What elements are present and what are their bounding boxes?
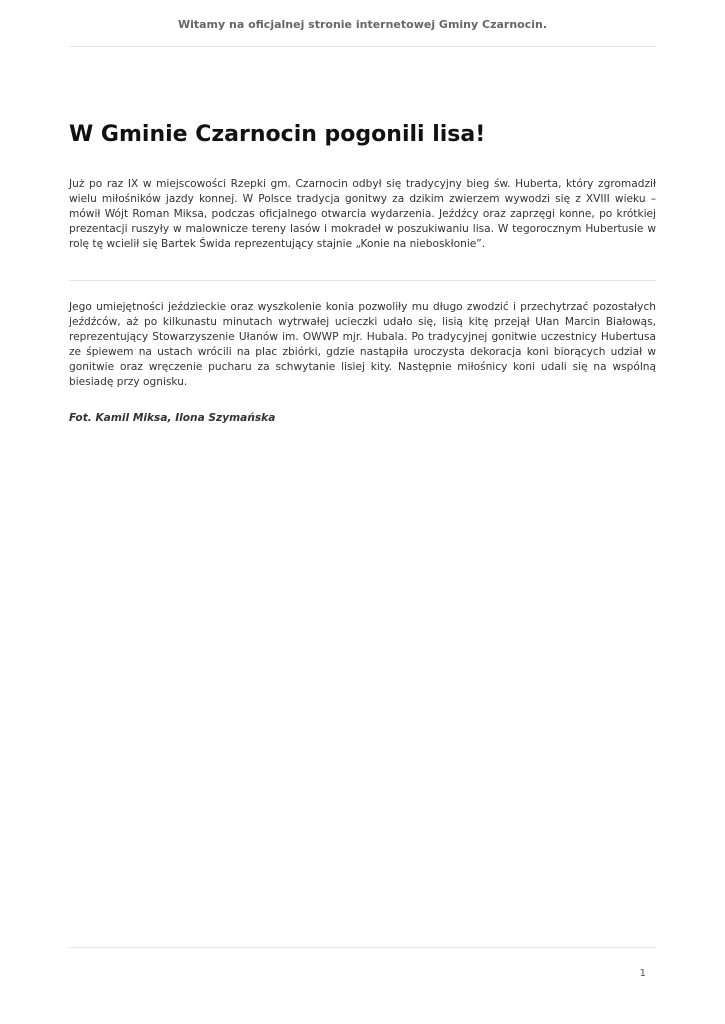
header-divider <box>69 46 656 47</box>
page-header: Witamy na oficjalnej stronie internetowej Gminy Czarnocin. <box>177 18 548 31</box>
article-title: W Gminie Czarnocin pogonili lisa! <box>69 122 486 147</box>
photo-credit: Fot. Kamil Miksa, Ilona Szymańska <box>69 412 276 424</box>
article-paragraph: Już po raz IX w miejscowości Rzepki gm. Czarnocin odbył się tradycyjny bieg św. Huberta, który zgromadził wielu miłośników jazdy konnej. W Polsce tradycja gonitwy za dzikim zwierzem wywodzi się z XVIII wieku – mówił Wójt Roman Miksa, podczas oficjalnego otwarcia wydarzenia. Jeźdźcy oraz zaprzęgi konne, po krótkiej prezentacji ruszyły w malownicze tereny lasów i mokradeł w poszukiwaniu lisa. W tegorocznym Hubertusie w rolę tę wcielił się Bartek Świda reprezentujący stajnie „Konie na nieboskłonie”. <box>69 178 656 250</box>
page-number: 1 <box>639 968 646 979</box>
article-paragraph: Jego umiejętności jeździeckie oraz wyszkolenie konia pozwoliły mu długo zwodzić i przechytrzać pozostałych jeźdźców, aż po kilkunastu minutach wytrwałej ucieczki udało się, lisią kitę przejął Ułan Marcin Białowąs, reprezentujący Stowarzyszenie Ułanów im. OWWP mjr. Hubala. Po tradycyjnej gonitwie uczestnicy Hubertusa ze śpiewem na ustach wrócili na plac zbiórki, gdzie nastąpiła uroczysta dekoracja koni biorących udział w gonitwie oraz wręczenie pucharu za schwytanie lisiej kity. Następnie miłośnicy koni udali się na wspólną biesiadę przy ognisku. <box>69 301 656 388</box>
section-divider <box>69 280 656 281</box>
footer-divider <box>69 947 656 948</box>
